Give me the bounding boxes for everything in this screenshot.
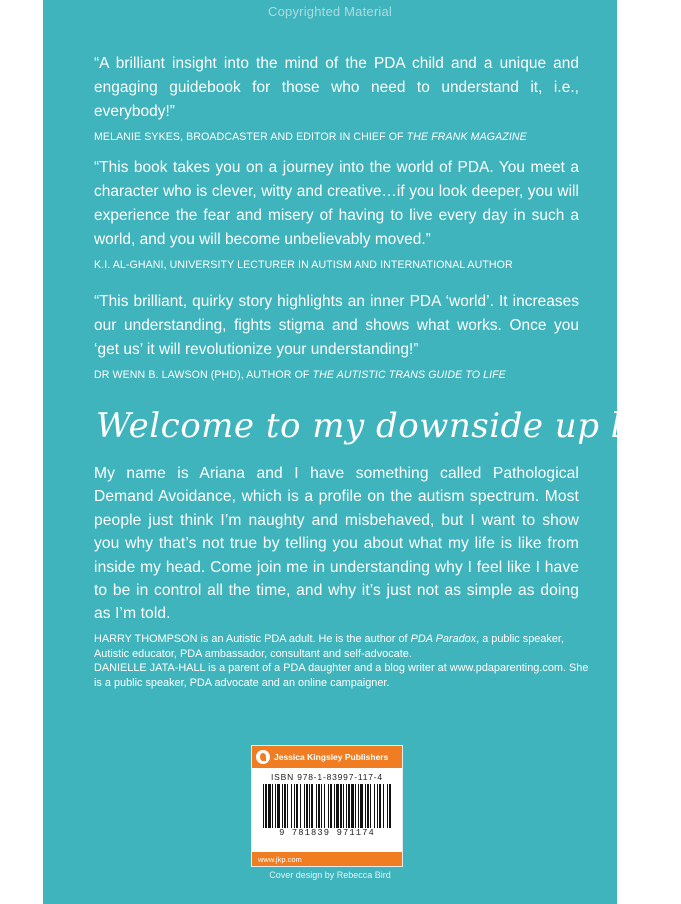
barcode-bar xyxy=(296,784,298,828)
review-quote-1 xyxy=(94,52,579,144)
barcode-bar xyxy=(360,784,363,828)
attribution-author: MELANIE SYKES, BROADCASTER AND EDITOR IN CHIEF OF xyxy=(94,131,407,143)
barcode-bar xyxy=(277,784,280,828)
barcode-icon xyxy=(261,784,393,828)
bio-harry-pre: HARRY THOMPSON is an Autistic PDA adult. He is the author of xyxy=(94,633,411,645)
quote-attribution xyxy=(94,130,579,144)
bio-harry-book: PDA Paradox xyxy=(410,633,477,645)
quote-text: “This book takes you on a journey into the world of PDA. You meet a character who is clever, witty and creative…if you look deeper, you will experience the fear and misery of having to live every day in such a world, and you will become unbelievably moved.” xyxy=(94,159,579,248)
barcode-bar xyxy=(358,784,359,828)
barcode-bar xyxy=(377,784,378,828)
cover-credit: Cover design by Rebecca Bird xyxy=(269,870,391,880)
author-bio xyxy=(94,632,589,690)
barcode-bar xyxy=(374,784,375,828)
barcode-bar xyxy=(348,784,350,828)
barcode-bar xyxy=(367,784,369,828)
quote-attribution xyxy=(94,258,579,272)
publisher-bar xyxy=(252,746,402,768)
book-blurb: My name is Ariana and I have something called Pathological Demand Avoidance, which is a profile on the autism spectrum. Most people just think I’m naughty and misbehaved, but I want to show you why that’s not true by telling you about what my life is like from inside my head. Come join me in understanding why I feel like I have to be in control all the time, and why it’s just not as simple as doing as I’m told. xyxy=(94,465,579,623)
barcode-bar xyxy=(387,784,388,828)
review-quote-3 xyxy=(94,290,579,382)
barcode-bar xyxy=(321,784,322,828)
barcode-bar xyxy=(265,784,267,828)
barcode-bar xyxy=(306,784,308,828)
book-back-cover xyxy=(43,0,681,904)
barcode-bar xyxy=(294,784,295,828)
barcode-bar xyxy=(346,784,347,828)
barcode-bar xyxy=(272,784,273,828)
barcode-bar xyxy=(328,784,329,828)
bio-harry-post: , a public speaker, Autistic educator, PDA ambassador, consultant and self-advocate. xyxy=(94,633,564,660)
barcode-bar xyxy=(300,784,301,828)
barcode-bar xyxy=(304,784,305,828)
barcode-bar xyxy=(324,784,325,828)
barcode-bar xyxy=(268,784,271,828)
publisher-url: www.jkp.com xyxy=(252,852,402,866)
barcode-bar xyxy=(351,784,354,828)
isbn-label: ISBN 978-1-83997-117-4 xyxy=(271,772,383,782)
review-quote-2 xyxy=(94,156,579,272)
barcode-bar xyxy=(370,784,371,828)
quote-text: “This brilliant, quirky story highlights an inner PDA ‘world’. It increases our understanding, fights stigma and shows what works. Once you ‘get us’ it will revolutionize your understanding!” xyxy=(94,293,579,358)
headline: Welcome to my downside up life! xyxy=(96,406,681,446)
attribution-work: THE FRANK MAGAZINE xyxy=(406,131,527,143)
barcode-bar xyxy=(282,784,283,828)
barcode-bar xyxy=(318,784,320,828)
barcode-bar xyxy=(291,784,292,828)
barcode-bar xyxy=(334,784,335,828)
publisher-name: Jessica Kingsley Publishers xyxy=(274,752,389,762)
barcode-bar xyxy=(383,784,384,828)
barcode-bar xyxy=(343,784,344,828)
barcode-bar xyxy=(336,784,339,828)
barcode-bar xyxy=(263,784,264,828)
quote-text: “A brilliant insight into the mind of the PDA child and a unique and engaging guidebook for those who need to understand it, i.e., everybody!” xyxy=(94,55,579,120)
barcode-bar xyxy=(365,784,366,828)
barcode-bar xyxy=(330,784,332,828)
watermark: Copyrighted Material xyxy=(268,4,392,19)
publisher-logo-icon xyxy=(256,750,270,764)
barcode-bar xyxy=(311,784,313,828)
barcode-bar xyxy=(309,784,310,828)
quote-attribution xyxy=(94,368,579,382)
barcode-bar xyxy=(287,784,288,828)
bio-danielle: DANIELLE JATA-HALL is a parent of a PDA daughter and a blog writer at www.pdaparenting.com. She is a public speaker, PDA advocate and an online campaigner. xyxy=(94,662,589,689)
attribution-work: THE AUTISTIC TRANS GUIDE TO LIFE xyxy=(312,369,506,381)
barcode-bar xyxy=(379,784,381,828)
attribution-author: DR WENN B. LAWSON (PHD), AUTHOR OF xyxy=(94,369,313,381)
barcode-bar xyxy=(275,784,276,828)
isbn-digits: 9 781839 971174 xyxy=(279,828,375,838)
barcode-panel xyxy=(251,745,403,867)
barcode-bar xyxy=(316,784,317,828)
barcode-bar xyxy=(389,784,391,828)
barcode-bar xyxy=(355,784,356,828)
barcode-bar xyxy=(284,784,286,828)
barcode-bar xyxy=(340,784,342,828)
attribution-author: K.I. AL-GHANI, UNIVERSITY LECTURER IN AUTISM AND INTERNATIONAL AUTHOR xyxy=(94,259,513,271)
